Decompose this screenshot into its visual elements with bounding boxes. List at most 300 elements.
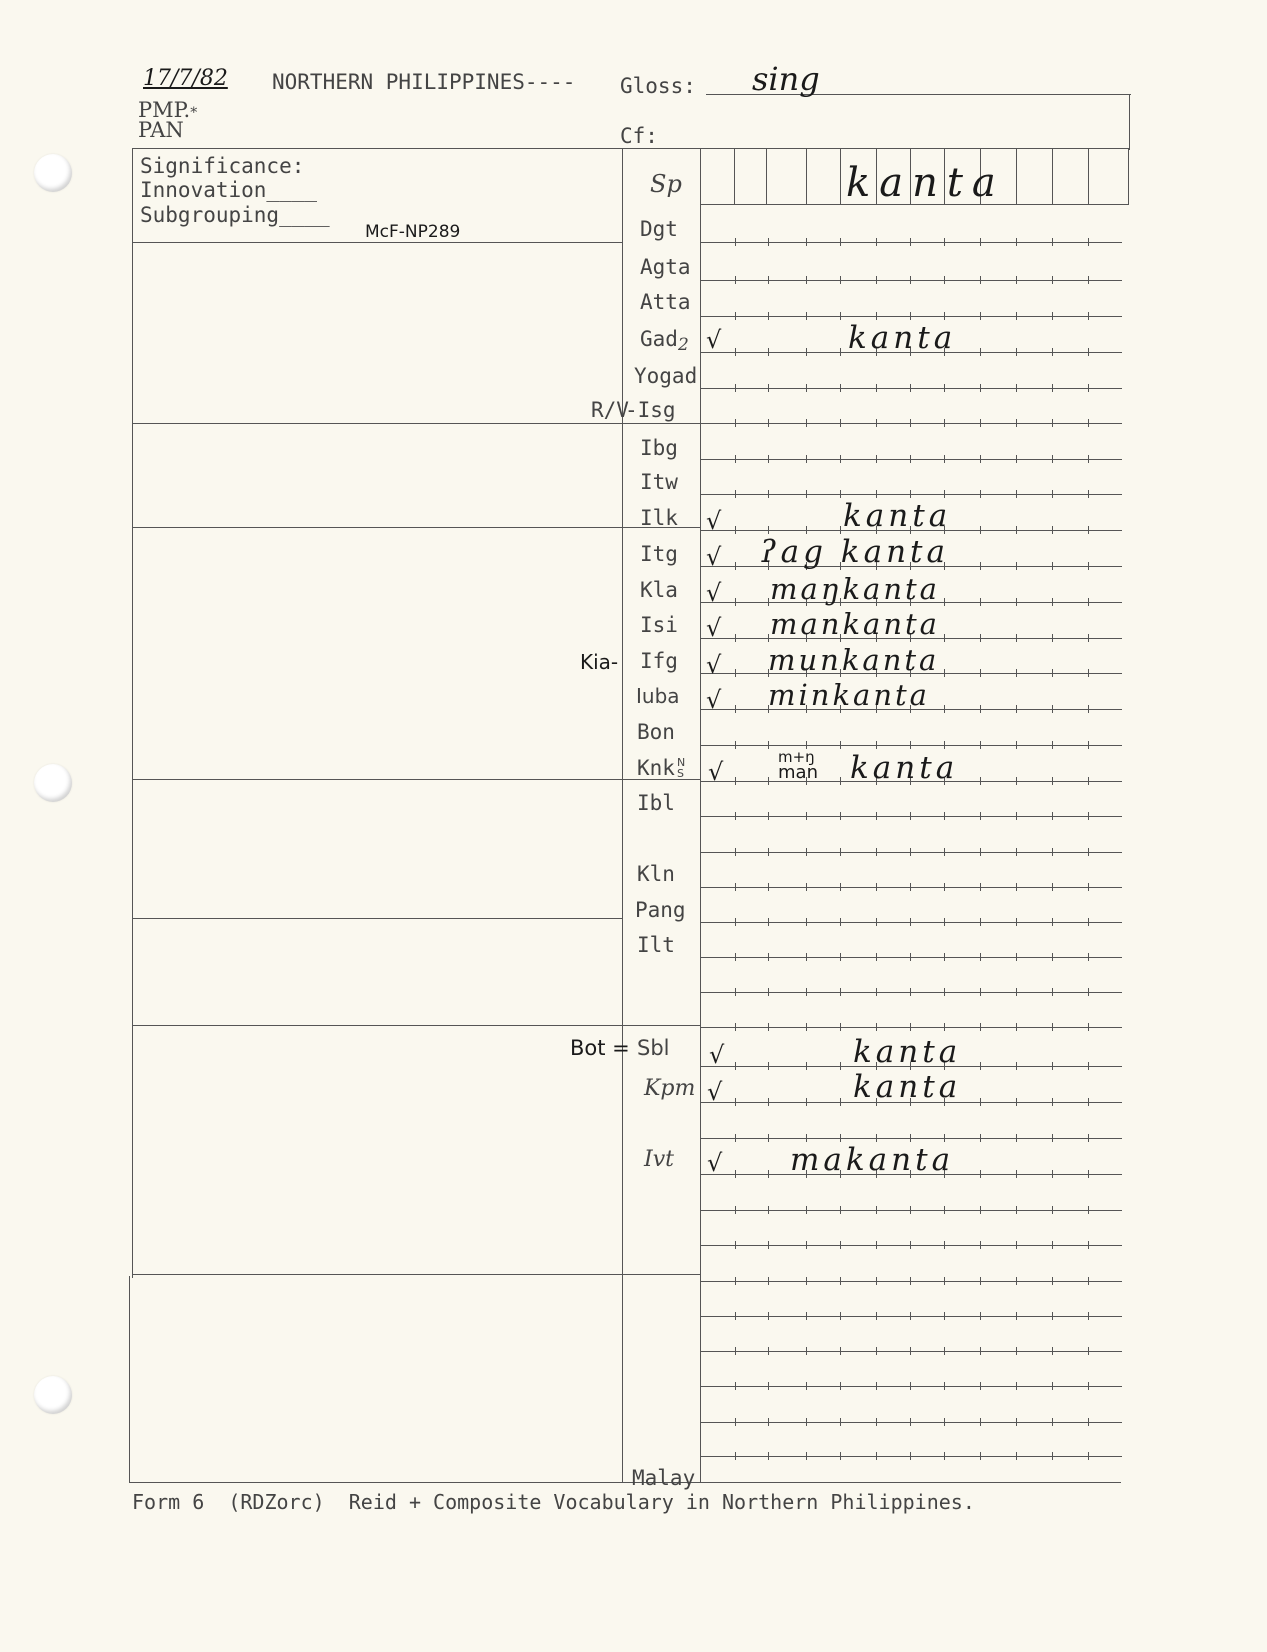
lang-label-ilk: Ilk xyxy=(640,506,678,530)
ruled-line xyxy=(700,957,1122,958)
ruled-tick xyxy=(944,848,945,856)
ruled-tick xyxy=(806,1134,807,1142)
check-sbl: √ xyxy=(709,1041,725,1069)
ruled-tick xyxy=(768,1382,769,1390)
ruled-tick xyxy=(910,490,911,498)
lang-label-atta: Atta xyxy=(640,290,691,314)
ruled-tick xyxy=(768,490,769,498)
form-knk-prefix: man xyxy=(778,762,818,783)
ruled-tick xyxy=(944,276,945,284)
gad-sub: 2 xyxy=(677,335,689,355)
ruled-tick xyxy=(735,634,736,642)
ruled-tick xyxy=(806,1277,807,1285)
lang-label-isi: Isi xyxy=(640,613,678,637)
ruled-tick xyxy=(735,526,736,534)
ruled-tick xyxy=(806,918,807,926)
sp-grid-line xyxy=(766,148,767,204)
form-sbl: kanta xyxy=(853,1034,962,1070)
ruled-tick xyxy=(910,419,911,427)
ruled-tick xyxy=(735,598,736,606)
ruled-tick xyxy=(944,455,945,463)
ruled-line xyxy=(700,1210,1122,1211)
ruled-tick xyxy=(1088,490,1089,498)
ruled-tick xyxy=(1052,1098,1053,1106)
ruled-tick xyxy=(840,1312,841,1320)
ruled-tick xyxy=(806,1382,807,1390)
ruled-line xyxy=(700,1456,1122,1457)
ruled-tick xyxy=(735,777,736,785)
ruled-tick xyxy=(1052,455,1053,463)
lang-label-sbl: Sbl xyxy=(637,1036,670,1060)
ruled-tick xyxy=(910,1277,911,1285)
ruled-tick xyxy=(840,1206,841,1214)
pmp-text: PMP. xyxy=(138,98,191,122)
lang-label-kpm: Kpm xyxy=(644,1076,696,1101)
form-knk: kanta xyxy=(850,750,959,786)
ruled-tick xyxy=(840,419,841,427)
ruled-tick xyxy=(840,777,841,785)
ruled-tick xyxy=(768,348,769,356)
ruled-tick xyxy=(1088,883,1089,891)
ruled-tick xyxy=(735,384,736,392)
ruled-tick xyxy=(1016,1098,1017,1106)
ruled-tick xyxy=(876,312,877,320)
ruled-tick xyxy=(768,1170,769,1178)
ruled-tick xyxy=(980,1312,981,1320)
ruled-tick xyxy=(768,777,769,785)
ruled-tick xyxy=(944,918,945,926)
ruled-tick xyxy=(876,1312,877,1320)
ruled-tick xyxy=(1088,1206,1089,1214)
ruled-tick xyxy=(910,1452,911,1460)
ruled-tick xyxy=(806,988,807,996)
ruled-tick xyxy=(944,953,945,961)
ruled-tick xyxy=(876,988,877,996)
ruled-tick xyxy=(1052,1347,1053,1355)
ruled-tick xyxy=(806,883,807,891)
ruled-line xyxy=(700,1386,1122,1387)
ruled-tick xyxy=(980,1062,981,1070)
ruled-tick xyxy=(1016,419,1017,427)
lang-label-dgt: Dgt xyxy=(640,217,678,241)
ruled-tick xyxy=(876,490,877,498)
ruled-line xyxy=(700,388,1122,389)
ruled-tick xyxy=(1088,384,1089,392)
ruled-tick xyxy=(1052,634,1053,642)
ruled-tick xyxy=(1016,1347,1017,1355)
ruled-tick xyxy=(1016,1452,1017,1460)
ruled-tick xyxy=(806,238,807,246)
ruled-line xyxy=(700,992,1122,993)
ruled-tick xyxy=(840,238,841,246)
ruled-tick xyxy=(735,562,736,570)
ruled-tick xyxy=(1052,812,1053,820)
form-itg: ʔag kanta xyxy=(760,534,949,570)
ruled-tick xyxy=(806,1347,807,1355)
ruled-tick xyxy=(1052,883,1053,891)
ruled-tick xyxy=(768,1347,769,1355)
cf-label: Cf: xyxy=(620,124,658,148)
ruled-tick xyxy=(980,918,981,926)
ruled-tick xyxy=(944,1312,945,1320)
lang-label-sp: Sp xyxy=(650,170,682,198)
check-ifg: √ xyxy=(706,651,722,679)
ruled-tick xyxy=(1016,953,1017,961)
ruled-tick xyxy=(768,238,769,246)
ruled-tick xyxy=(1016,669,1017,677)
ruled-tick xyxy=(944,988,945,996)
ruled-tick xyxy=(1088,634,1089,642)
sp-grid-line xyxy=(1088,148,1089,204)
header-right-edge xyxy=(1129,94,1130,150)
ruled-tick xyxy=(1088,918,1089,926)
ruled-tick xyxy=(944,238,945,246)
ruled-line xyxy=(700,852,1122,853)
ruled-tick xyxy=(910,1312,911,1320)
form-title: NORTHERN PHILIPPINES---- xyxy=(272,70,576,94)
ruled-tick xyxy=(768,1062,769,1070)
lang-label-gad xyxy=(640,327,689,355)
ruled-tick xyxy=(1016,1241,1017,1249)
ruled-tick xyxy=(876,1241,877,1249)
ruled-tick xyxy=(980,953,981,961)
ruled-tick xyxy=(1088,1382,1089,1390)
ruled-tick xyxy=(944,1452,945,1460)
ruled-tick xyxy=(840,1452,841,1460)
ruled-tick xyxy=(980,1277,981,1285)
ruled-tick xyxy=(768,526,769,534)
ruled-tick xyxy=(806,312,807,320)
gloss-value: sing xyxy=(752,60,820,98)
innovation-label: Innovation____ xyxy=(140,178,318,202)
ruled-tick xyxy=(1088,705,1089,713)
ruled-tick xyxy=(735,1170,736,1178)
knk-ns xyxy=(677,757,685,779)
ruled-tick xyxy=(768,848,769,856)
ruled-tick xyxy=(1052,1062,1053,1070)
ruled-tick xyxy=(768,883,769,891)
ruled-line xyxy=(700,1316,1122,1317)
ruled-tick xyxy=(1088,777,1089,785)
ruled-tick xyxy=(980,562,981,570)
ruled-tick xyxy=(944,669,945,677)
ruled-tick xyxy=(944,1347,945,1355)
ruled-tick xyxy=(768,1206,769,1214)
lang-label-iuba: Iuba xyxy=(636,684,680,708)
section-line-5 xyxy=(132,918,622,919)
ruled-tick xyxy=(876,1382,877,1390)
ruled-tick xyxy=(768,312,769,320)
ruled-tick xyxy=(1016,741,1017,749)
ruled-tick xyxy=(910,384,911,392)
ruled-tick xyxy=(840,384,841,392)
ruled-tick xyxy=(1016,238,1017,246)
ruled-tick xyxy=(876,276,877,284)
ruled-tick xyxy=(1088,741,1089,749)
ruled-tick xyxy=(944,419,945,427)
ruled-tick xyxy=(1052,988,1053,996)
ruled-tick xyxy=(806,348,807,356)
ruled-tick xyxy=(840,526,841,534)
ruled-tick xyxy=(910,1382,911,1390)
lang-label-ifg: Ifg xyxy=(640,649,678,673)
ruled-tick xyxy=(1052,1023,1053,1031)
ruled-tick xyxy=(876,419,877,427)
ruled-tick xyxy=(910,455,911,463)
ruled-tick xyxy=(806,1312,807,1320)
punch-hole-middle xyxy=(34,764,72,802)
header-top-line xyxy=(836,94,1131,95)
section-line-2 xyxy=(132,423,700,424)
ruled-tick xyxy=(910,953,911,961)
ruled-tick xyxy=(1016,1134,1017,1142)
ruled-tick xyxy=(944,705,945,713)
ruled-tick xyxy=(876,238,877,246)
divider-notes-langs xyxy=(622,148,623,1482)
significance-label: Significance: xyxy=(140,154,305,178)
ruled-tick xyxy=(876,812,877,820)
ruled-tick xyxy=(1052,419,1053,427)
punch-hole-top xyxy=(34,154,72,192)
form-ifg: munkanta xyxy=(768,643,940,677)
ruled-tick xyxy=(840,1347,841,1355)
ruled-tick xyxy=(840,1098,841,1106)
ruled-tick xyxy=(910,1418,911,1426)
ruled-tick xyxy=(1088,1098,1089,1106)
ruled-line xyxy=(700,1138,1122,1139)
ruled-tick xyxy=(980,1241,981,1249)
ruled-tick xyxy=(1052,705,1053,713)
ruled-line xyxy=(700,922,1122,923)
ruled-tick xyxy=(1052,384,1053,392)
ruled-tick xyxy=(735,741,736,749)
ruled-tick xyxy=(1088,598,1089,606)
ruled-tick xyxy=(806,1418,807,1426)
ruled-tick xyxy=(1016,777,1017,785)
ruled-tick xyxy=(806,1241,807,1249)
ruled-tick xyxy=(1052,276,1053,284)
ruled-tick xyxy=(840,1418,841,1426)
ruled-tick xyxy=(735,812,736,820)
ruled-line xyxy=(700,494,1122,495)
check-ilk: √ xyxy=(706,507,722,535)
ruled-tick xyxy=(1088,1241,1089,1249)
ruled-tick xyxy=(768,1452,769,1460)
lang-label-bon: Bon xyxy=(637,720,675,744)
ruled-tick xyxy=(980,1023,981,1031)
ruled-tick xyxy=(1052,598,1053,606)
left-frame-lower xyxy=(129,1276,130,1482)
check-kla: √ xyxy=(706,579,722,607)
ruled-tick xyxy=(735,490,736,498)
form-isi: mankanta xyxy=(770,607,940,641)
ruled-tick xyxy=(1088,348,1089,356)
ruled-tick xyxy=(944,883,945,891)
ruled-tick xyxy=(944,312,945,320)
ruled-tick xyxy=(1052,1312,1053,1320)
ruled-tick xyxy=(1088,419,1089,427)
ruled-tick xyxy=(1088,669,1089,677)
check-kpm: √ xyxy=(707,1078,723,1106)
ruled-tick xyxy=(910,238,911,246)
ruled-tick xyxy=(876,953,877,961)
section-line-3 xyxy=(132,527,700,528)
ruled-tick xyxy=(1052,918,1053,926)
ruled-tick xyxy=(840,1241,841,1249)
ruled-tick xyxy=(1088,1312,1089,1320)
ruled-tick xyxy=(1088,1418,1089,1426)
lang-label-ivt: Ivt xyxy=(644,1147,674,1172)
check-itg: √ xyxy=(706,543,722,571)
lang-label-ibl: Ibl xyxy=(637,791,675,815)
ruled-tick xyxy=(735,883,736,891)
ruled-tick xyxy=(980,669,981,677)
ruled-tick xyxy=(1088,1062,1089,1070)
ruled-tick xyxy=(944,1418,945,1426)
ruled-line xyxy=(700,1281,1122,1282)
ruled-tick xyxy=(1016,883,1017,891)
ruled-tick xyxy=(1052,490,1053,498)
form-ilk: kanta xyxy=(843,498,952,534)
ruled-tick xyxy=(980,883,981,891)
ruled-tick xyxy=(735,276,736,284)
ruled-tick xyxy=(806,1452,807,1460)
ruled-tick xyxy=(1052,1382,1053,1390)
ruled-tick xyxy=(768,598,769,606)
ruled-tick xyxy=(840,953,841,961)
subgrouping-label: Subgrouping____ xyxy=(140,203,330,227)
ruled-tick xyxy=(1016,598,1017,606)
ruled-tick xyxy=(876,918,877,926)
ruled-tick xyxy=(980,1418,981,1426)
ruled-tick xyxy=(1052,312,1053,320)
ruled-tick xyxy=(735,1062,736,1070)
ruled-tick xyxy=(1016,634,1017,642)
ruled-tick xyxy=(1088,848,1089,856)
lang-label-malay: Malay xyxy=(632,1466,696,1490)
section-line-6 xyxy=(132,1025,700,1026)
lang-label-kla: Kla xyxy=(640,578,678,602)
ruled-tick xyxy=(768,953,769,961)
ruled-tick xyxy=(840,348,841,356)
ruled-tick xyxy=(840,1382,841,1390)
check-iuba: √ xyxy=(706,686,722,714)
ruled-tick xyxy=(768,741,769,749)
ruled-tick xyxy=(806,1098,807,1106)
ruled-tick xyxy=(910,918,911,926)
ruled-tick xyxy=(735,1023,736,1031)
ruled-tick xyxy=(840,1062,841,1070)
ruled-tick xyxy=(1052,1170,1053,1178)
ruled-tick xyxy=(768,634,769,642)
ruled-tick xyxy=(980,384,981,392)
ruled-tick xyxy=(1016,490,1017,498)
lang-label-kln: Kln xyxy=(637,862,675,886)
ruled-tick xyxy=(980,1134,981,1142)
ruled-tick xyxy=(876,848,877,856)
ruled-tick xyxy=(1052,741,1053,749)
ruled-line xyxy=(700,316,1122,317)
ruled-tick xyxy=(1052,562,1053,570)
ruled-tick xyxy=(768,988,769,996)
ruled-tick xyxy=(1088,1347,1089,1355)
ruled-tick xyxy=(1052,1241,1053,1249)
ruled-tick xyxy=(1016,348,1017,356)
ruled-tick xyxy=(840,883,841,891)
ruled-tick xyxy=(768,455,769,463)
ruled-tick xyxy=(735,1098,736,1106)
ruled-tick xyxy=(910,1241,911,1249)
sp-grid-line xyxy=(806,148,807,204)
ruled-tick xyxy=(1016,1023,1017,1031)
ruled-tick xyxy=(876,455,877,463)
ruled-tick xyxy=(1088,1170,1089,1178)
ruled-tick xyxy=(910,988,911,996)
ruled-tick xyxy=(980,1098,981,1106)
form-iuba: minkanta xyxy=(768,678,930,712)
check-isi: √ xyxy=(706,614,722,642)
sp-grid-line xyxy=(1052,148,1053,204)
ruled-tick xyxy=(806,1206,807,1214)
ruled-tick xyxy=(980,848,981,856)
form-footer: Form 6 (RDZorc) Reid + Composite Vocabulary in Northern Philippines. xyxy=(132,1490,975,1514)
ruled-tick xyxy=(1052,1277,1053,1285)
ruled-tick xyxy=(806,848,807,856)
ruled-tick xyxy=(876,1134,877,1142)
ruled-tick xyxy=(768,1312,769,1320)
ruled-tick xyxy=(1016,276,1017,284)
ruled-tick xyxy=(980,1170,981,1178)
lang-label-ilt: Ilt xyxy=(637,933,675,957)
pmp-star: * xyxy=(190,105,198,121)
ruled-tick xyxy=(735,1312,736,1320)
ruled-tick xyxy=(980,598,981,606)
ruled-tick xyxy=(806,384,807,392)
sp-grid-line xyxy=(700,148,701,204)
ruled-tick xyxy=(944,1023,945,1031)
ruled-tick xyxy=(1016,1170,1017,1178)
form-ivt: makanta xyxy=(790,1142,955,1178)
ruled-tick xyxy=(910,276,911,284)
sp-grid-line xyxy=(1016,148,1017,204)
ruled-tick xyxy=(1088,1452,1089,1460)
ruled-tick xyxy=(735,1452,736,1460)
ruled-tick xyxy=(944,1277,945,1285)
ruled-tick xyxy=(806,455,807,463)
ruled-tick xyxy=(1052,526,1053,534)
form-kpm: kanta xyxy=(853,1069,962,1105)
ruled-tick xyxy=(944,1241,945,1249)
check-ivt: √ xyxy=(707,1149,723,1177)
ruled-tick xyxy=(1016,988,1017,996)
ruled-tick xyxy=(840,312,841,320)
knk-sub: S xyxy=(676,767,684,780)
form-kla: maŋkanta xyxy=(770,572,940,606)
ruled-tick xyxy=(768,419,769,427)
ruled-tick xyxy=(1052,1134,1053,1142)
ruled-line xyxy=(700,745,1122,746)
note-rv: R/V xyxy=(591,398,629,422)
ruled-tick xyxy=(980,634,981,642)
ruled-tick xyxy=(735,419,736,427)
ruled-tick xyxy=(1052,1418,1053,1426)
ruled-tick xyxy=(1088,526,1089,534)
ruled-tick xyxy=(1088,1277,1089,1285)
check-gad: √ xyxy=(706,326,722,354)
ruled-tick xyxy=(910,1347,911,1355)
ruled-tick xyxy=(1016,1418,1017,1426)
ruled-tick xyxy=(980,1206,981,1214)
